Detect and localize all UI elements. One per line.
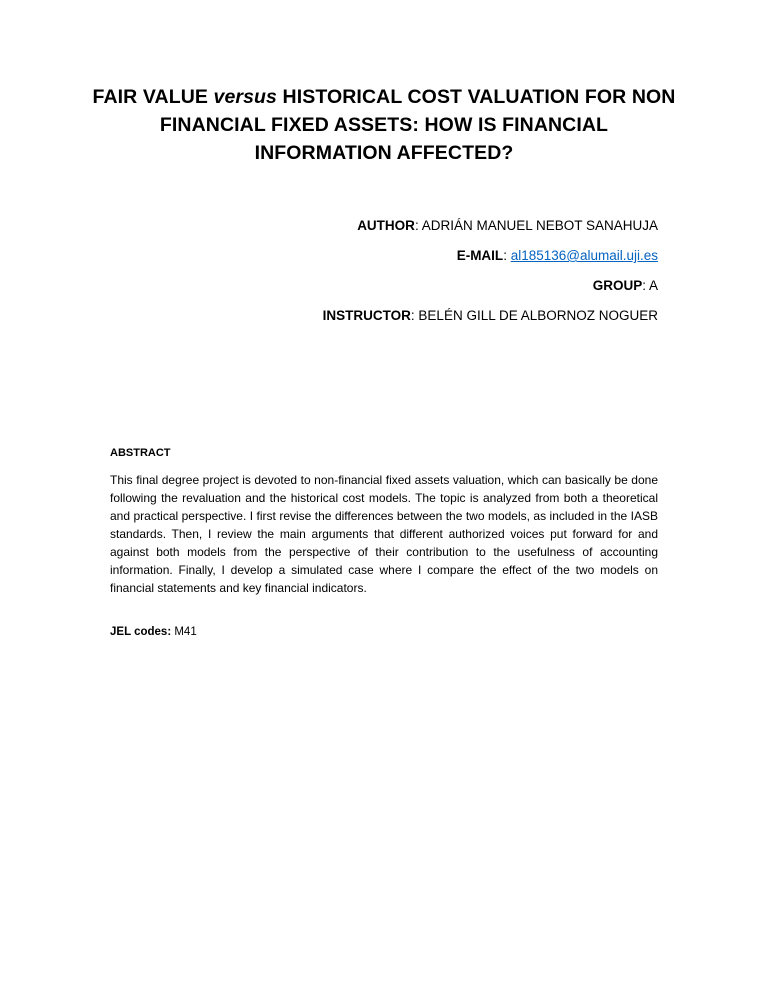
- document-title: [90, 83, 678, 167]
- author-label: AUTHOR: [357, 218, 415, 233]
- jel-value: M41: [171, 626, 197, 638]
- email-line: [457, 247, 658, 265]
- group-line: [593, 277, 658, 295]
- group-label: GROUP: [592, 278, 643, 293]
- abstract-body: This final degree project is devoted to non-financial fixed assets valuation, which can basically be done following the revaluation and the historical cost models. The topic is analyzed from both a theoretical and practical perspective. I first revise the differences between the two models, as included in the IASB standards. Then, I review the main arguments that different authorized voices put forward for and against both models from the perspective of their contribution to the usefulness of accounting information. Finally, I develop a simulated case where I compare the effect of the two models on financial statements and key financial indicators.: [110, 473, 658, 595]
- abstract-heading: ABSTRACT: [110, 447, 171, 459]
- jel-label: JEL codes:: [110, 626, 172, 638]
- instructor-sep: :: [410, 308, 419, 323]
- author-sep: :: [414, 218, 422, 233]
- email-sep: :: [503, 248, 511, 263]
- jel-codes-line: [110, 625, 197, 639]
- instructor-line: [323, 307, 658, 325]
- title-part-2: HISTORICAL COST VALUATION FOR NON FINANCIAL FIXED ASSETS: HOW IS FINANCIAL INFORMATION AFFECTED?: [159, 86, 676, 164]
- author-value: ADRIÁN MANUEL NEBOT SANAHUJA: [421, 218, 658, 233]
- author-line: [357, 217, 658, 235]
- instructor-value: BELÉN GILL DE ALBORNOZ NOGUER: [418, 308, 658, 323]
- group-value: A: [648, 278, 658, 293]
- email-link[interactable]: al185136@alumail.uji.es: [510, 248, 658, 263]
- email-label: E-MAIL: [456, 248, 504, 263]
- title-italic: versus: [213, 86, 277, 108]
- group-sep: :: [642, 278, 649, 293]
- instructor-label: INSTRUCTOR: [322, 308, 411, 323]
- title-part-1: FAIR VALUE: [92, 86, 214, 108]
